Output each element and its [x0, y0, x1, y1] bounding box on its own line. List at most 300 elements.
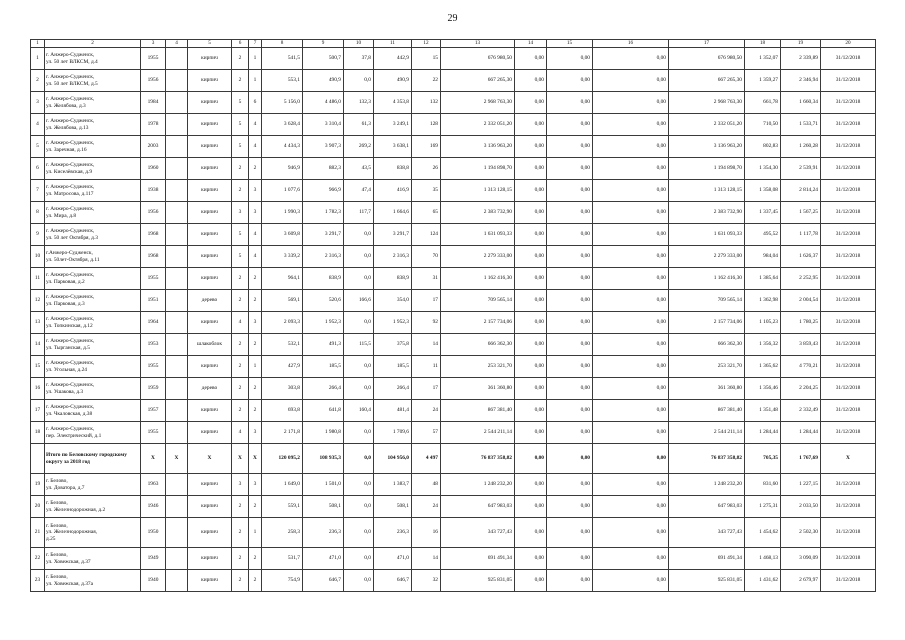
table-cell: 5 — [232, 246, 249, 268]
table-cell: 4 — [31, 114, 45, 136]
table-cell: 1 780,25 — [781, 312, 821, 334]
table-cell: 253 321,70 — [441, 356, 515, 378]
table-cell: 5 — [232, 114, 249, 136]
table-cell: 132 — [412, 92, 441, 114]
table-cell: 1956 — [141, 202, 166, 224]
table-cell: 31/12/2018 — [821, 518, 876, 548]
table-row — [31, 92, 876, 114]
table-cell: 2 — [232, 518, 249, 548]
table-cell: 1 356,32 — [745, 334, 781, 356]
table-cell: 0,00 — [593, 548, 669, 570]
column-number-8: 8 — [262, 40, 303, 48]
table-cell: 303,8 — [262, 378, 303, 400]
table-cell: 925 831,05 — [669, 570, 745, 592]
table-cell: 47,4 — [344, 180, 374, 202]
table-cell: 31/12/2018 — [821, 268, 876, 290]
table-cell: 2 093,3 — [262, 312, 303, 334]
table-cell: 65 — [412, 202, 441, 224]
table-cell: 0,00 — [593, 224, 669, 246]
table-cell: 0,0 — [344, 422, 374, 444]
table-cell: 22 — [412, 70, 441, 92]
table-cell: 490,9 — [374, 70, 412, 92]
table-cell: 2 316,3 — [374, 246, 412, 268]
table-cell: 1968 — [141, 224, 166, 246]
table-cell: 2 — [31, 70, 45, 92]
table-cell: 3 090,09 — [781, 548, 821, 570]
table-cell: 1 275,31 — [745, 496, 781, 518]
total-row — [31, 444, 876, 474]
table-cell: 6 — [249, 92, 262, 114]
table-cell: кирпич — [188, 474, 232, 496]
column-number-7: 7 — [249, 40, 262, 48]
column-number-6: 6 — [232, 40, 249, 48]
table-cell: 0,00 — [547, 114, 593, 136]
table-cell: 5 — [31, 136, 45, 158]
table-cell: X — [232, 444, 249, 474]
table-cell: кирпич — [188, 180, 232, 202]
table-cell: 31/12/2018 — [821, 312, 876, 334]
table-cell: 0,00 — [547, 518, 593, 548]
table-cell: 0,0 — [344, 444, 374, 474]
address-cell: г. Белово, ул. Ховежская, д.37а — [45, 570, 141, 592]
table-cell: 2 — [232, 268, 249, 290]
table-cell: 1 533,71 — [781, 114, 821, 136]
table-cell: 0,00 — [515, 444, 547, 474]
table-cell: 5 — [232, 92, 249, 114]
table-row — [31, 158, 876, 180]
table-cell: 1 — [31, 48, 45, 70]
table-cell: 495,52 — [745, 224, 781, 246]
table-cell: 2 — [232, 570, 249, 592]
address-cell: г. Белово, ул. Ховежская, д.37 — [45, 548, 141, 570]
table-cell: 646,7 — [303, 570, 344, 592]
table-row — [31, 202, 876, 224]
table-cell: 0,00 — [547, 136, 593, 158]
table-cell: 867 381,40 — [669, 400, 745, 422]
table-cell: 343 727,43 — [441, 518, 515, 548]
table-cell: 0,00 — [515, 114, 547, 136]
table-cell: 1 — [249, 70, 262, 92]
table-cell: кирпич — [188, 496, 232, 518]
table-cell: 14 — [412, 548, 441, 570]
table-cell: 0,00 — [547, 48, 593, 70]
table-cell: 667 265,30 — [441, 70, 515, 92]
table-cell: 416,9 — [374, 180, 412, 202]
table-cell: 1 227,15 — [781, 474, 821, 496]
table-cell: 1 626,37 — [781, 246, 821, 268]
table-cell: 1 468,13 — [745, 548, 781, 570]
table-cell: 508,1 — [374, 496, 412, 518]
table-cell: 1 649,0 — [262, 474, 303, 496]
table-cell: 1946 — [141, 496, 166, 518]
table-cell: 2 — [232, 180, 249, 202]
address-cell: г. Белово, ул. Доватора, д.7 — [45, 474, 141, 496]
table-cell: 2 544 211,14 — [669, 422, 745, 444]
table-cell: 1 952,3 — [303, 312, 344, 334]
table-cell: 667 265,30 — [669, 70, 745, 92]
address-cell: г. Анжеро-Судженск, ул. Мира, д.8 — [45, 202, 141, 224]
table-cell: 31/12/2018 — [821, 180, 876, 202]
table-cell: 2 332 051,20 — [441, 114, 515, 136]
table-cell: 2 — [249, 496, 262, 518]
table-cell: 1 — [249, 48, 262, 70]
table-cell: 0,0 — [344, 378, 374, 400]
table-cell: 2 383 732,90 — [441, 202, 515, 224]
table-cell: 343 727,43 — [669, 518, 745, 548]
table-cell: 14 — [412, 334, 441, 356]
table-cell: 375,8 — [374, 334, 412, 356]
table-cell: 1955 — [141, 48, 166, 70]
table-cell: 3 — [249, 422, 262, 444]
table-cell: 258,3 — [262, 518, 303, 548]
table-cell: 0,0 — [344, 246, 374, 268]
table-cell: 2 — [232, 70, 249, 92]
table-cell — [166, 48, 188, 70]
table-cell: 1956 — [141, 70, 166, 92]
table-cell: 3 — [249, 474, 262, 496]
table-row — [31, 312, 876, 334]
table-cell: 541,5 — [262, 48, 303, 70]
table-cell: 0,0 — [344, 548, 374, 570]
table-cell: 1 383,7 — [374, 474, 412, 496]
table-cell: 4 434,3 — [262, 136, 303, 158]
table-cell: 76 837 358,82 — [669, 444, 745, 474]
address-cell: г. Анжеро-Судженск, ул. Заречная, д.16 — [45, 136, 141, 158]
table-row — [31, 496, 876, 518]
table-cell: 1 365,62 — [745, 356, 781, 378]
table-cell: 1 567,25 — [781, 202, 821, 224]
table-cell: 1 631 093,33 — [669, 224, 745, 246]
table-row — [31, 290, 876, 312]
address-cell: г. Анжеро-Судженск, ул. 50 лет Октября, д.3 — [45, 224, 141, 246]
table-cell: 120 095,2 — [262, 444, 303, 474]
table-cell: 0,00 — [547, 312, 593, 334]
table-cell: 0,00 — [515, 290, 547, 312]
table-cell: 2 814,24 — [781, 180, 821, 202]
table-cell: кирпич — [188, 92, 232, 114]
table-cell: 0,0 — [344, 356, 374, 378]
table-cell: 0,00 — [515, 92, 547, 114]
table-cell — [166, 136, 188, 158]
table-cell — [166, 202, 188, 224]
table-cell: 646,7 — [374, 570, 412, 592]
column-number-15: 15 — [547, 40, 593, 48]
table-cell: 471,0 — [303, 548, 344, 570]
table-cell: 693,8 — [262, 400, 303, 422]
table-cell: 3 — [249, 180, 262, 202]
table-cell: 709 565,14 — [669, 290, 745, 312]
table-cell: 1 385,64 — [745, 268, 781, 290]
table-cell: 2 502,30 — [781, 518, 821, 548]
table-cell — [166, 422, 188, 444]
table-cell: 831,60 — [745, 474, 781, 496]
table-cell: X — [166, 444, 188, 474]
table-cell: 0,00 — [547, 246, 593, 268]
table-cell: 705,35 — [745, 444, 781, 474]
table-cell: 160,4 — [344, 400, 374, 422]
table-cell: 3 310,4 — [303, 114, 344, 136]
table-cell: 2 968 763,30 — [669, 92, 745, 114]
table-cell: 676 980,50 — [669, 48, 745, 70]
table-cell: 500,7 — [303, 48, 344, 70]
table-cell: 0,00 — [515, 202, 547, 224]
table-cell: 2 — [249, 570, 262, 592]
table-cell — [166, 70, 188, 92]
table-cell: 31/12/2018 — [821, 400, 876, 422]
table-cell: 10 — [31, 246, 45, 268]
table-cell: 31/12/2018 — [821, 136, 876, 158]
table-cell: 3 859,43 — [781, 334, 821, 356]
table-cell: 427,9 — [262, 356, 303, 378]
table-cell — [166, 496, 188, 518]
table-cell: 1 354,30 — [745, 158, 781, 180]
table-cell: кирпич — [188, 246, 232, 268]
table-cell: 2 346,94 — [781, 70, 821, 92]
table-cell: 0,00 — [593, 48, 669, 70]
table-cell: 15 — [31, 356, 45, 378]
table-cell — [166, 180, 188, 202]
table-cell: 4 — [232, 422, 249, 444]
table-cell — [166, 334, 188, 356]
table-cell: 35 — [412, 180, 441, 202]
table-cell: 0,00 — [593, 518, 669, 548]
table-cell: 0,0 — [344, 70, 374, 92]
table-cell: 2 — [232, 378, 249, 400]
table-cell: 442,9 — [374, 48, 412, 70]
table-cell: 0,00 — [547, 378, 593, 400]
table-cell: 2 004,54 — [781, 290, 821, 312]
table-cell: 1 990,3 — [262, 202, 303, 224]
table-cell: 1984 — [141, 92, 166, 114]
table-cell: 14 — [31, 334, 45, 356]
table-cell: 0,0 — [344, 570, 374, 592]
table-cell: 666 362,30 — [441, 334, 515, 356]
table-cell: 31/12/2018 — [821, 224, 876, 246]
table-cell: 4 497 — [412, 444, 441, 474]
table-cell: 43,5 — [344, 158, 374, 180]
table-cell: дерево — [188, 290, 232, 312]
table-cell: 867 381,40 — [441, 400, 515, 422]
table-cell: X — [188, 444, 232, 474]
table-cell: 0,00 — [547, 70, 593, 92]
table-cell: 266,4 — [303, 378, 344, 400]
table-cell: 3 638,1 — [374, 136, 412, 158]
table-cell: 266,4 — [374, 378, 412, 400]
table-cell: 1959 — [141, 378, 166, 400]
table-cell: 1 162 416,30 — [441, 268, 515, 290]
table-cell: 3 — [249, 202, 262, 224]
column-number-16: 16 — [593, 40, 669, 48]
table-cell: 0,00 — [593, 290, 669, 312]
table-cell: 1 077,6 — [262, 180, 303, 202]
table-cell: 0,00 — [515, 136, 547, 158]
table-cell: 22 — [31, 548, 45, 570]
table-cell: кирпич — [188, 158, 232, 180]
table-cell: 32 — [412, 570, 441, 592]
table-cell: 0,00 — [515, 356, 547, 378]
table-cell: 1 313 128,15 — [669, 180, 745, 202]
table-cell: 508,1 — [303, 496, 344, 518]
table-cell: 117,7 — [344, 202, 374, 224]
table-cell: 31/12/2018 — [821, 290, 876, 312]
table-cell: 0,00 — [547, 334, 593, 356]
table-cell: 0,0 — [344, 474, 374, 496]
table-cell: 4 486,0 — [303, 92, 344, 114]
table-cell: 1 660,34 — [781, 92, 821, 114]
column-number-11: 11 — [374, 40, 412, 48]
table-cell: кирпич — [188, 356, 232, 378]
table-cell: 166,6 — [344, 290, 374, 312]
table-cell: 115,5 — [344, 334, 374, 356]
table-cell: 2 171,8 — [262, 422, 303, 444]
table-cell — [166, 378, 188, 400]
table-cell: 0,00 — [515, 180, 547, 202]
column-number-19: 19 — [781, 40, 821, 48]
column-number-14: 14 — [515, 40, 547, 48]
table-cell: 2 — [232, 496, 249, 518]
address-cell: г. Анжеро-Судженск, ул. Топкинская, д.12 — [45, 312, 141, 334]
table-cell: 1 248 232,20 — [441, 474, 515, 496]
table-cell: X — [249, 444, 262, 474]
table-cell: 0,00 — [547, 92, 593, 114]
table-cell: 1940 — [141, 570, 166, 592]
address-cell: г. Анжеро-Судженск, ул. Чкаловская, д.38 — [45, 400, 141, 422]
table-cell: 0,00 — [593, 92, 669, 114]
table-cell: 0,00 — [593, 334, 669, 356]
table-cell: 838,8 — [374, 158, 412, 180]
table-cell: 1 631 093,33 — [441, 224, 515, 246]
table-cell: 1955 — [141, 356, 166, 378]
table-cell: 0,00 — [593, 356, 669, 378]
table-row — [31, 48, 876, 70]
table-cell: 0,0 — [344, 496, 374, 518]
column-number-5: 5 — [188, 40, 232, 48]
table-cell: 4 353,8 — [374, 92, 412, 114]
table-cell: 2 — [249, 158, 262, 180]
table-cell: 185,5 — [303, 356, 344, 378]
table-cell: 3 — [249, 312, 262, 334]
table-cell: 31/12/2018 — [821, 378, 876, 400]
table-cell: 3 136 963,20 — [441, 136, 515, 158]
table-cell: 2 — [249, 400, 262, 422]
table-cell: 0,00 — [515, 518, 547, 548]
table-cell: 31/12/2018 — [821, 48, 876, 70]
table-cell: 3 339,2 — [262, 246, 303, 268]
table-cell: 4 — [249, 246, 262, 268]
table-row — [31, 70, 876, 92]
table-cell: кирпич — [188, 114, 232, 136]
table-cell: 92 — [412, 312, 441, 334]
table-row — [31, 378, 876, 400]
table-cell: 471,0 — [374, 548, 412, 570]
table-cell: 2 — [249, 334, 262, 356]
address-cell: г. Анжеро-Судженск, ул. Матросова, д.117 — [45, 180, 141, 202]
table-cell: 20 — [31, 496, 45, 518]
table-cell: 1 337,45 — [745, 202, 781, 224]
table-cell: 1 952,3 — [374, 312, 412, 334]
table-cell: 0,0 — [344, 268, 374, 290]
table-cell — [31, 444, 45, 474]
table-cell: 2 544 211,14 — [441, 422, 515, 444]
table-cell: 2 033,50 — [781, 496, 821, 518]
table-cell: 0,00 — [515, 158, 547, 180]
table-cell: 31/12/2018 — [821, 158, 876, 180]
table-cell: кирпич — [188, 224, 232, 246]
table-row — [31, 518, 876, 548]
table-cell: 6 — [31, 158, 45, 180]
table-cell: 15 — [412, 48, 441, 70]
table-cell: 2003 — [141, 136, 166, 158]
table-cell: 0,00 — [547, 180, 593, 202]
column-number-4: 4 — [166, 40, 188, 48]
table-cell: дерево — [188, 378, 232, 400]
table-cell: 0,00 — [593, 422, 669, 444]
table-cell: 641,8 — [303, 400, 344, 422]
table-cell: 531,7 — [262, 548, 303, 570]
table-cell: 12 — [31, 290, 45, 312]
table-cell: 2 — [232, 356, 249, 378]
address-cell: г. Анжеро-Судженск, ул. Ушакова, д.3 — [45, 378, 141, 400]
table-cell: 2 279 333,00 — [441, 246, 515, 268]
table-cell — [166, 570, 188, 592]
table-cell: 48 — [412, 474, 441, 496]
table-cell: 104 956,0 — [374, 444, 412, 474]
table-cell: 0,00 — [515, 268, 547, 290]
column-number-header-row — [31, 40, 876, 48]
table-cell: 1 260,28 — [781, 136, 821, 158]
table-cell — [166, 224, 188, 246]
table-cell: 2 204,25 — [781, 378, 821, 400]
table-cell: X — [141, 444, 166, 474]
table-cell: 2 — [232, 400, 249, 422]
table-cell: 2 — [232, 548, 249, 570]
table-cell: 185,5 — [374, 356, 412, 378]
table-cell: 2 — [249, 548, 262, 570]
table-cell: 31/12/2018 — [821, 474, 876, 496]
column-number-9: 9 — [303, 40, 344, 48]
table-cell: 24 — [412, 400, 441, 422]
table-cell — [166, 268, 188, 290]
table-cell: 491,3 — [303, 334, 344, 356]
table-cell: 691 491,34 — [441, 548, 515, 570]
table-cell: 0,0 — [344, 312, 374, 334]
table-cell: 354,0 — [374, 290, 412, 312]
table-cell: 0,00 — [593, 114, 669, 136]
table-cell: 3 — [31, 92, 45, 114]
table-cell: 269,2 — [344, 136, 374, 158]
table-cell: 7 — [31, 180, 45, 202]
table-cell: 108 935,3 — [303, 444, 344, 474]
table-cell: 8 — [31, 202, 45, 224]
table-row — [31, 548, 876, 570]
table-cell: 882,3 — [303, 158, 344, 180]
table-cell: 1 351,48 — [745, 400, 781, 422]
column-number-17: 17 — [669, 40, 745, 48]
table-row — [31, 570, 876, 592]
table-cell: 0,00 — [593, 246, 669, 268]
table-cell: 0,00 — [515, 70, 547, 92]
table-cell: 3 249,1 — [374, 114, 412, 136]
table-cell: 1 248 232,20 — [669, 474, 745, 496]
table-cell: 1 362,98 — [745, 290, 781, 312]
table-cell: 2 — [249, 290, 262, 312]
table-cell: 0,00 — [593, 180, 669, 202]
table-cell: 553,1 — [262, 70, 303, 92]
table-cell: 0,00 — [515, 378, 547, 400]
table-cell: 2 332,49 — [781, 400, 821, 422]
table-cell: 31/12/2018 — [821, 246, 876, 268]
table-cell: 16 — [31, 378, 45, 400]
